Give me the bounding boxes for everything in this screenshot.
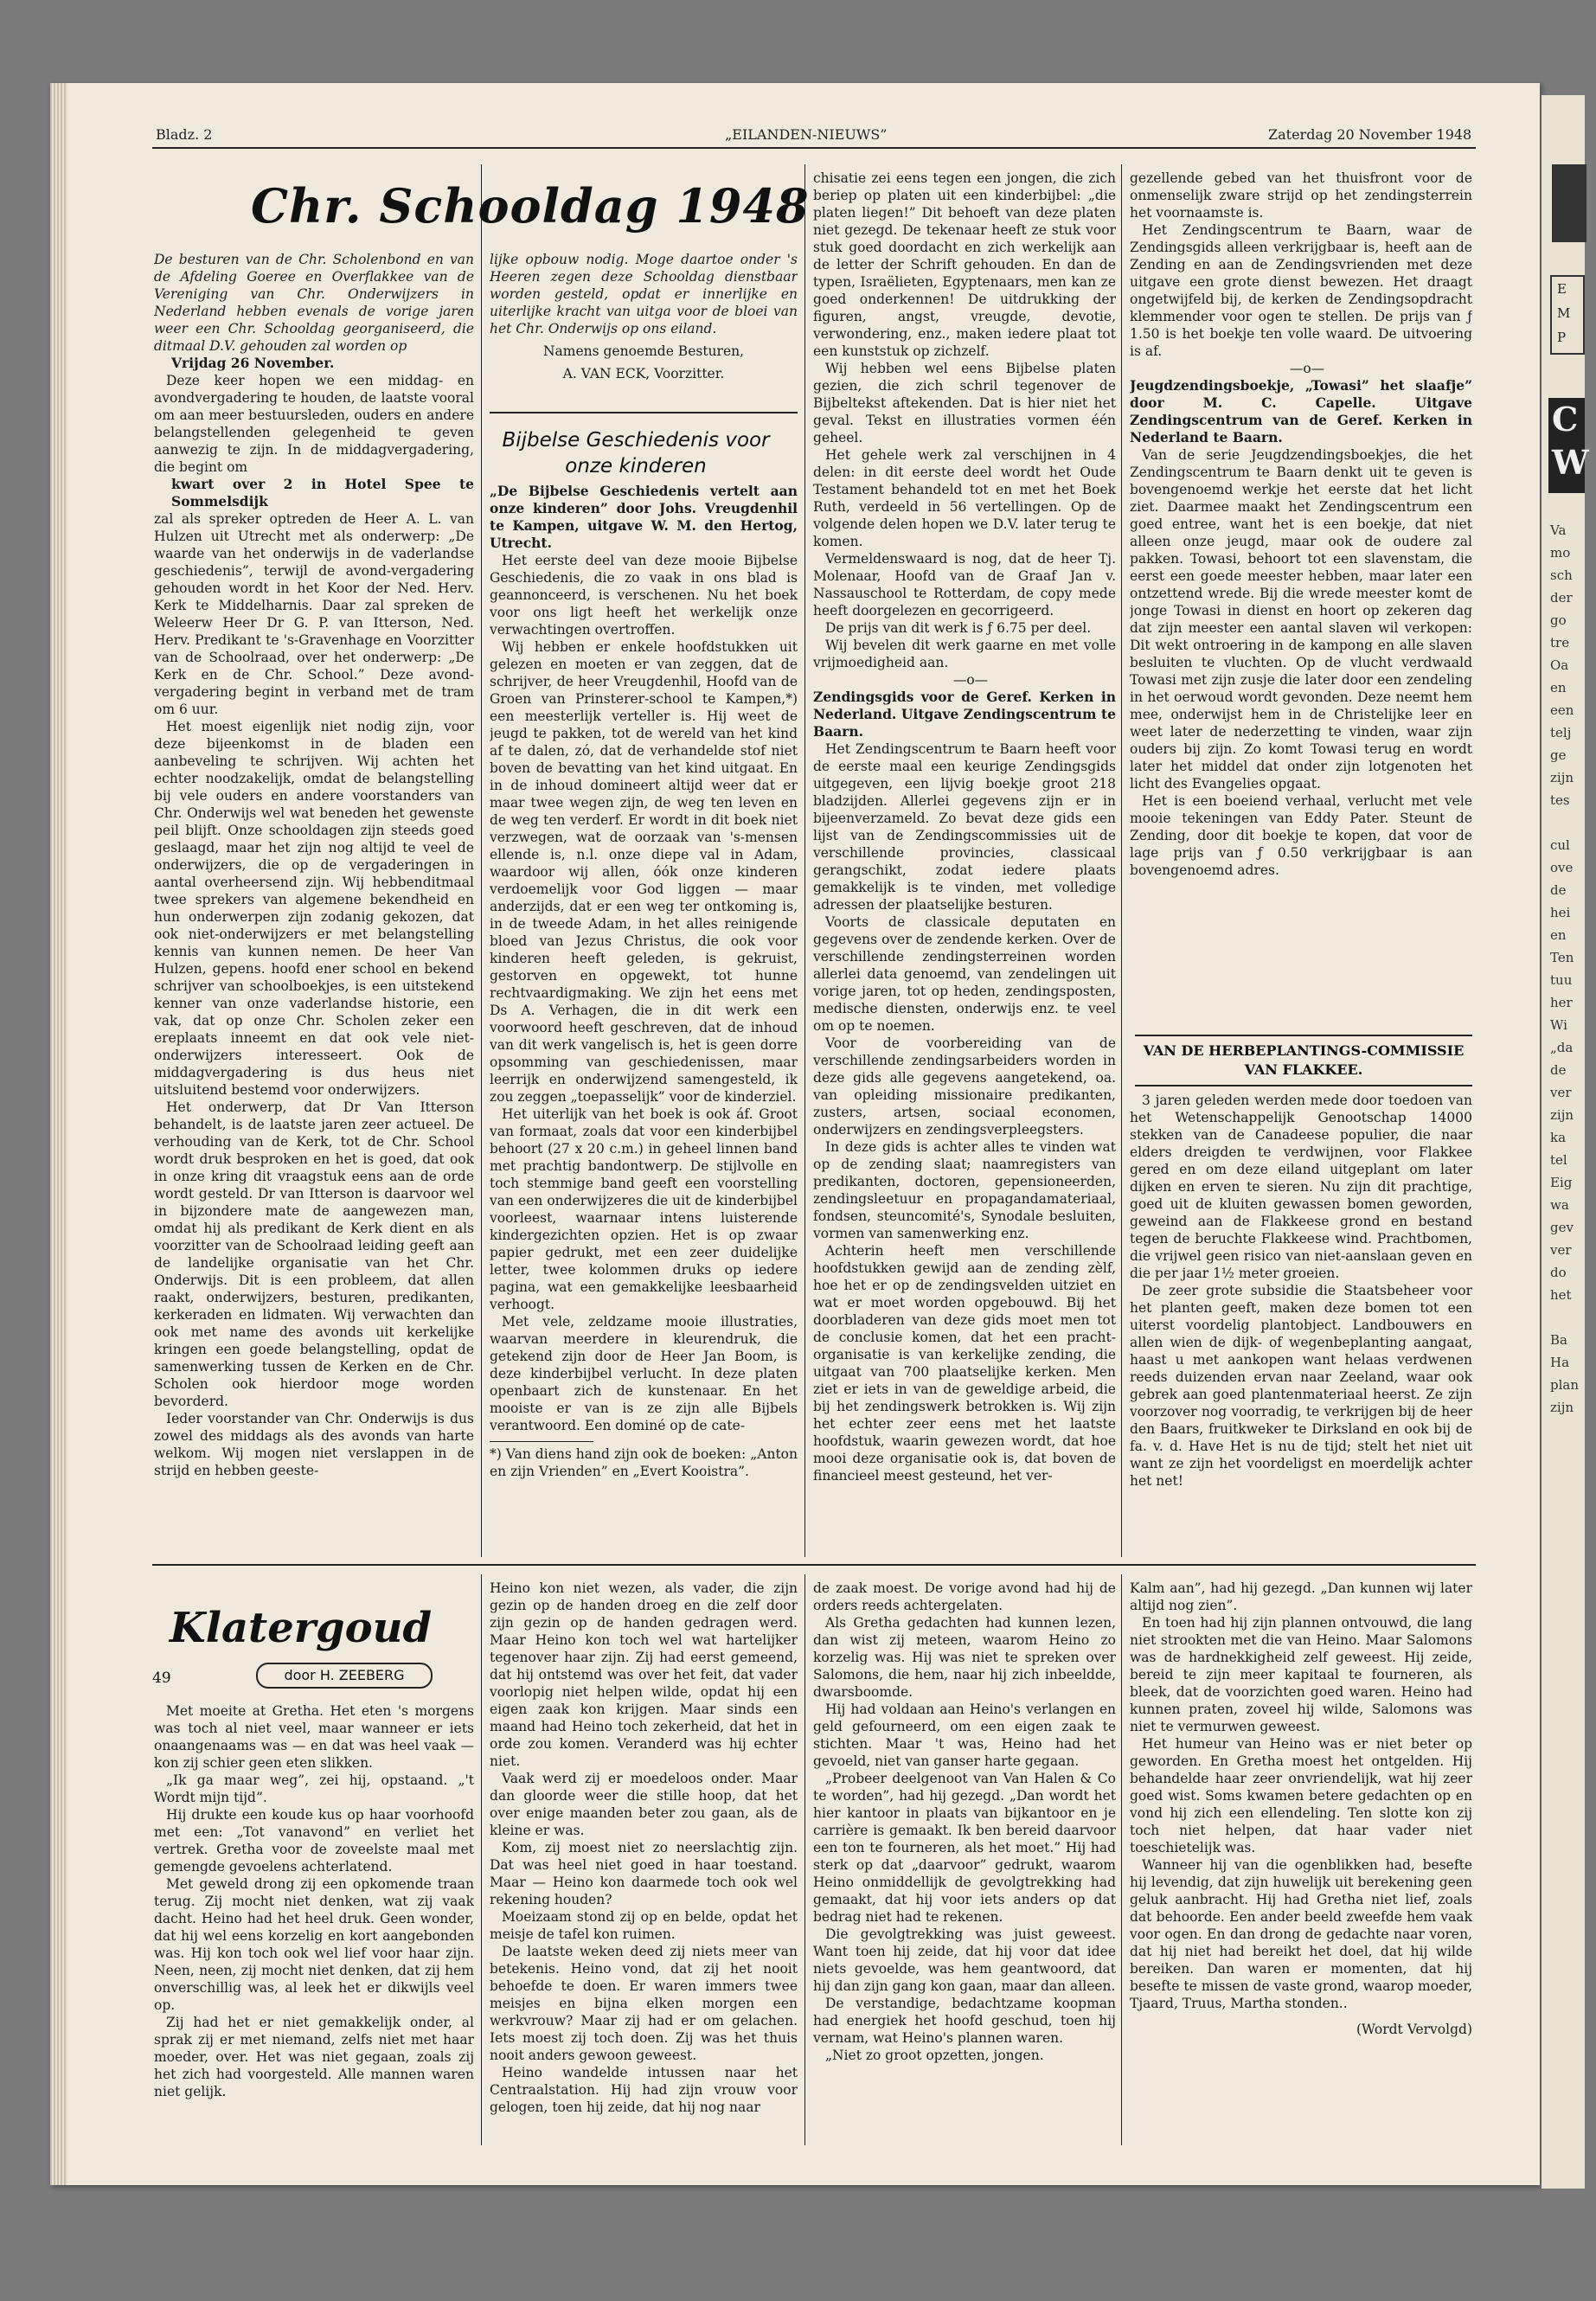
story-paragraph: „Probeer deelgenoot van Van Halen & Co te worden”, had hij gezegd. „Dan wordt het hier kantoor in plaats van bijkantoor en je carrière is gemaakt. Ik ben bereid daarvoor een ton te fourneren, als het moet.” Hij had sterk op dat „daarvoor” gedrukt, waarom Heino onmiddellijk de gevolgtrekking had gemaakt, dat hij voor iets anders op dat bedrag niet had te rekenen. bbox=[813, 1771, 1116, 1925]
bijbel-book-info: „De Bijbelse Geschiedenis vertelt aan onze kinderen” door Johs. Vreugdenhil te Kampen, uitgave W. M. den Hertog, Utrecht. bbox=[490, 483, 798, 551]
schooldag-title: Chr. Schooldag 1948 bbox=[251, 178, 810, 234]
column-3 bbox=[813, 170, 1116, 1557]
schooldag-paragraph: Ieder voorstander van Chr. Onderwijs is dus zowel des middags als des avonds van harte welkom. Wij mogen niet verslappen in de strijd en hebben geeste- bbox=[154, 1411, 474, 1478]
schooldag-date: Vrijdag 26 November. bbox=[171, 355, 335, 371]
schooldag-paragraph: De besturen van de Chr. Scholenbond en van de Afdeling Goeree en Overflakkee van de Vereniging van Chr. Onderwijzers in Nederland hebben evenals de vorige jaren weer een Chr. Schooldag georganiseerd, die ditmaal D.V. gehouden zal worden op bbox=[154, 252, 474, 354]
zendingsgids-paragraph: Voor de voorbereiding van de verschillende zendingsarbeiders worden in deze gids alle gegevens aangetekend, oa. van opleiding missionaire predikanten, zusters, artsen, sociaal economen, onderwijzers en zendingsverpleegsters. bbox=[813, 1035, 1116, 1138]
schooldag-closing: lijke opbouw nodig. Moge daartoe onder 's Heeren zegen deze Schooldag dienstbaar worden gesteld, opdat er innerlijke en uiterlijke kracht van uitga voor de bloei van het Chr. Onderwijs op ons eiland. bbox=[490, 252, 798, 336]
story-paragraph: „Ik ga maar weg”, zei hij, opstaand. „'t Wordt mijn tijd”. bbox=[154, 1772, 474, 1805]
separator: —o— bbox=[1289, 361, 1325, 376]
zendingsgids-continued: gezellende gebed van het thuisfront voor de onmenselijk zware strijd op het zendingsterrein het voornaamste is. bbox=[1130, 170, 1472, 221]
bijbel-paragraph: Wij hebben er enkele hoofdstukken uit gelezen en moeten er van zeggen, dat de schrijver, de heer Vreugdenhil, Hoofd van de Groen van Prinsterer-school te Kampen,*) een meesterlijk verteller is. Hij weet de jeugd te pakken, tot de wereld van het kind af te dalen, zó, dat de verhandelde stof niet boven de bevatting van het kind uitgaat. En in de inhoud domineert altijd weer dat er maar twee wegen zijn, de weg ten leven en de weg ten verderf. Er wordt in dit boek niet verzwegen, wat de oorzaak van 's-mensen ellende is, n.l. onze diepe val in Adam, waardoor wij allen, óók onze kinderen verdoemelijk voor God liggen — maar anderzijds, dat er een weg ter ontkoming is, in de tweede Adam, in het alles reinigende bloed van Jezus Christus, die ook voor kinderen heeft geleden, is gekruist, gestorven en opgewekt, tot hunne rechtvaardigmaking. We zijn het eens met Ds A. Verhagen, die in dit werk een voorwoord heeft geschreven, dat de inhoud van dit werk vangelisch is, het is geen dorre opsomming van geschiedenissen, maar leerrijk en onderwijzend samengesteld, ik zou zeggen „toepasselijk” voor de kinderziel. bbox=[490, 639, 798, 1105]
zendingsgids-paragraph: In deze gids is achter alles te vinden wat op de zending slaat; naamregisters van predikanten, doctoren, gepensioneerden, zendingsleetuur en propagandamateriaal, fondsen, steuncomité's, Synodale besluiten, vormen van samenwerking enz. bbox=[813, 1139, 1116, 1241]
adjacent-page-box: E M P bbox=[1550, 275, 1585, 355]
schooldag-signature-line: Namens genoemde Besturen, bbox=[542, 343, 745, 359]
column-divider bbox=[804, 164, 805, 1557]
story-paragraph: de zaak moest. De vorige avond had hij de orders reeds achtergelaten. bbox=[813, 1580, 1116, 1613]
story-paragraph: Die gevolgtrekking was juist geweest. Want toen hij zeide, dat hij voor dat idee niets gevoelde, was hem geantwoord, dat hij dan zijn gang kon gaan, maar dan alleen. bbox=[813, 1926, 1116, 1994]
story-paragraph: En toen had hij zijn plannen ontvouwd, die lang niet strookten met die van Heino. Maar Salomons was de hardnekkigheid zelf geweest. Hij zeide, bereid te zijn meer kapitaal te fourneren, als bleek, dat de voorzichten goed waren. Heino had kunnen praten, zoveel hij wilde, Salomons was niet te vermurwen geweest. bbox=[1130, 1615, 1472, 1734]
jeugd-heading: Jeugdzendingsboekje, „Towasi” het slaafje” door M. C. Capelle. Uitgave Zendingscentrum van de Geref. Kerken in Nederland te Baarn. bbox=[1130, 377, 1472, 445]
bijbel-title: Bijbelse Geschiedenis voor onze kinderen bbox=[502, 429, 770, 478]
to-be-continued: (Wordt Vervolgd) bbox=[1356, 2022, 1472, 2037]
herbe-title: VAN DE HERBEPLANTINGS-COMMISSIE VAN FLAKKEE. bbox=[1135, 1035, 1472, 1086]
bijbel-paragraph: Het gehele werk zal verschijnen in 4 delen: in dit eerste deel wordt het Oude Testament behandeld tot en met het Boek Ruth, verdeeld in 56 vertellingen. Op de volgende delen hopen we D.V. later terug te komen. bbox=[813, 447, 1116, 549]
herbe-paragraph: 3 jaren geleden werden mede door toedoen van het Wetenschappelijk Genootschap 14000 stekken van de Canadeese populier, die naar elders dreigden te verdwijnen, voor Flakkee gered en om deze eiland uitgeplant om later dijken en erven te sieren. Nu zijn dit prachtige, goed uit de kluiten gewassen bomen geworden, geweind aan de Flakkeese grond en bestand tegen de beruchte Flakkeese wind. Prachtbomen, die vrijwel geen risico van niet-aanslaan geven en die per jaar 1½ meter groeien. bbox=[1130, 1093, 1472, 1281]
schooldag-signature: A. VAN ECK, Voorzitter. bbox=[562, 366, 725, 381]
schooldag-paragraph: Het onderwerp, dat Dr Van Itterson behandelt, is de laatste jaren zeer actueel. De verhouding van de Kerk, tot de Chr. School wordt druk besproken en het is goed, dat ook in onze kring dit vraagstuk eens aan de orde wordt gesteld. Dr van Itterson is daarvoor wel in bijzondere mate de aangewezen man, omdat hij als predikant de Kerk dient en als voorzitter van de Schoolraad leiding geeft aan de landelijke organisatie van het Chr. Onderwijs. Dit is een probleem, dat allen raakt, onderwijzers, besturen, predikanten, kerkeraden en lidmaten. Wij verwachten dan ook met name des avonds uit kerkelijke kringen een goede belangstelling, opdat de samenwerking tussen de Kerken en de Chr. Scholen ook hierdoor moge worden bevorderd. bbox=[154, 1099, 474, 1409]
header-rule bbox=[152, 147, 1476, 149]
bijbel-paragraph: De prijs van dit werk is ƒ 6.75 per deel. bbox=[825, 620, 1092, 636]
issue-date: Zaterdag 20 November 1948 bbox=[1268, 126, 1472, 143]
footnote-rule bbox=[490, 1441, 593, 1442]
bijbel-paragraph: Het uiterlijk van het boek is ook áf. Groot van formaat, zoals dat voor een kinderbijbel behoort (27 x 20 c.m.) in geheel linnen band met prachtig bandontwerp. De stijlvolle en toch stemmige band geeft een voorstelling van een onderwijzeres die uit de kinderbijbel voorleest, waarnaar intens luisterende kindergezichten opzien. Het is op zwaar papier gedrukt, met een zeer duidelijke letter, twee kolommen druks op iedere pagina, wat een gemakkelijke leesbaarheid verhoogt. bbox=[490, 1106, 798, 1312]
column-4 bbox=[1130, 170, 1472, 1026]
section-rule bbox=[490, 412, 798, 413]
bijbel-paragraph: Wij hebben wel eens Bijbelse platen gezien, die zich schril tegenover de Bijbeltekst aftekenden. Dat is hier niet het geval. Tekst en illustraties vormen één geheel. bbox=[813, 361, 1116, 445]
story-paragraph: Kom, zij moest niet zo neerslachtig zijn. Dat was heel niet goed in haar toestand. Maar — Heino kon daarmede toch ook wel rekening houden? bbox=[490, 1840, 798, 1907]
story-paragraph: Zij had het er niet gemakkelijk onder, al sprak zij er met niemand, zelfs niet met haar moeder, over. Het was niet gegaan, zoals zij het zich had voorgesteld. Alle mannen waren niet gelijk. bbox=[154, 2015, 474, 2099]
zendingsgids-paragraph: Het Zendingscentrum te Baarn heeft voor de eerste maal een keurige Zendingsgids uitgegeven, een lijvig boekje groot 218 bladzijden. Allerlei gegevens zijn er in bijeenverzameld. Zo bevat deze gids een lijst van de Zendingscommissies uit de verschillende provincies, classicaal gerangschikt, zodat iedere plaats gemakkelijk is te vinden, met volledige adressen der plaatselijke besturen. bbox=[813, 741, 1116, 913]
herbe-paragraph: De zeer grote subsidie die Staatsbeheer voor het planten geeft, maken deze bomen tot een uiterst voordelig plantobject. Landbouwers en allen wien de dijk- of wegenbeplanting aangaat, haast u met aankopen want helaas verdwenen reeds duizenden ervan naar Zeeland, waar ook gebrek aan goed plantenmateriaal heerst. Ze zijn voorzover nog voorradig, te verkrijgen bij de heer den Baars, fruitkweker te Dirksland en ook bij de fa. v. d. Have Het is nu de tijd; stelt het niet uit want ze zijn het voordeligst en moerdelijk achter het net! bbox=[1130, 1283, 1472, 1489]
schooldag-paragraph: Het moest eigenlijk niet nodig zijn, voor deze bijeenkomst in de bladen een aanbeveling te schrijven. Wij achten het echter noodzakelijk, omdat de belangstelling bij vele ouders en andere voorstanders van Chr. Onderwijs wel wat beneden het gewenste peil blijft. Onze schooldagen zijn steeds goed geslaagd, maar het zijn nog altijd te veel de onderwijzers, die op de vergaderingen in aantal overheersend zijn. Wij hebbenditmaal twee sprekers van algemene bekendheid en hun onderwerpen zijn zodanig gekozen, dat ook niet-onderwijzers er met belangstelling kennis van kunnen nemen. De heer Van Hulzen, gepens. hoofd ener school en bekend schrijver van schoolboekjes, is een uitstekend kenner van onze vaderlandse historie, een vak, dat op onze Chr. Scholen zeker een ereplaats inneemt en dat ook vele niet-onderwijzers interesseert. Ook de middagvergadering is dus heus niet uitsluitend bestemd voor onderwijzers. bbox=[154, 719, 474, 1098]
separator: —o— bbox=[952, 672, 989, 688]
story-paragraph: De laatste weken deed zij niets meer van betekenis. Heino vond, dat zij het nooit behoefde te doen. Er waren immers twee meisjes en bijna elken morgen een werkvrouw? Maar zij had er om gelachen. Iets moest zij toch doen. Zij was het thuis nooit anders gewoon geweest. bbox=[490, 1944, 798, 2063]
section-rule bbox=[152, 1564, 1476, 1566]
author-label: door H. ZEEBERG bbox=[256, 1663, 433, 1689]
jeugd-paragraph: Het is een boeiend verhaal, verlucht met vele mooie tekeningen van Eddy Pater. Steunt de Zending, door dit boekje te kopen, dat voor de lage prijs van ƒ 0.50 verkrijgbaar is aan bovengenoemd adres. bbox=[1130, 793, 1472, 878]
story-paragraph: Moeizaam stond zij op en belde, opdat het meisje de tafel kon ruimen. bbox=[490, 1909, 798, 1942]
schooldag-paragraph: zal als spreker optreden de Heer A. L. van Hulzen uit Utrecht met als onderwerp: „De waarde van het onderwijs in de vaderlandse geschiedenis”, terwijl de avond-vergadering gehouden wordt in het Koor der Ned. Herv. Kerk te Middelharnis. Daar zal spreken de Weleerw Heer Dr G. P. van Itterson, Ned. Herv. Predikant te 's-Gravenhage en Voorzitter van de Schoolraad, over het onderwerp: „De Kerk en de Chr. School.” Deze avond-vergadering begint in verband met de tram om 6 uur. bbox=[154, 511, 474, 717]
column-divider bbox=[1121, 1574, 1122, 2145]
story-paragraph: Met geweld drong zij een opkomende traan terug. Zij mocht niet denken, wat zij vaak dacht. Heino had het heel druk. Geen wonder, dat hij wel eens korzelig en kort aangebonden was. Hij kon toch ook wel lief voor haar zijn. Neen, neen, zij mocht niet denken, dat zij hem onverschillig was, al leek het er dikwijls veel op. bbox=[154, 1876, 474, 2013]
adjacent-page-heading: C W bbox=[1548, 398, 1585, 493]
bijbel-paragraph: Vermeldenswaard is nog, dat de heer Tj. Molenaar, Hoofd van de Graaf Jan v. Nassauschool te Rotterdam, de copy mede heeft doorgelezen en gecorrigeerd. bbox=[813, 551, 1116, 619]
jeugd-paragraph: Van de serie Jeugdzendingsboekjes, die het Zendingscentrum te Baarn denkt uit te geven is bovengenoemd werkje het eerste dat het licht ziet. Daarmee maakt het Zendingscentrum een goed entree, want het is een boekje, dat niet alleen onze jeugd, maar ook de oudere zal pakken. Towasi, behoort tot een slavenstam, die eerst een goede meester hebben, maar later een ontzettend wrede. Bij die wrede meester komt de jonge Towasi in dienst en hoort op zekeren dag dat zijn meester een aantal slaven wil verkopen: Dit wekt ontroering in de kampong en alle slaven besluiten te vluchten. Op de vlucht verdwaald Towasi met zijn zusje die later door een zendeling in het oerwoud wordt gevonden. Deze neemt hem mee, onderwijst hem in de Christelijke leer en weet later de nederzetting te vinden, waar zijn ouders bij zijn. Zo komt Towasi terug en wordt later het middel dat onder zijn lotgenoten het licht des Evangelies opgaat. bbox=[1130, 447, 1472, 792]
adjacent-page-photo bbox=[1552, 164, 1586, 242]
column-divider bbox=[804, 1574, 805, 2145]
story-paragraph: Met moeite at Gretha. Het eten 's morgens was toch al niet veel, maar wanneer er iets onaangenaams was — en dat was heel vaak — kon zij schier geen eten slikken. bbox=[154, 1703, 474, 1771]
story-paragraph: Heino kon niet wezen, als vader, die zijn gezin op de handen droeg en die zelf door zijn gezin op de handen gedragen werd. Maar Heino kon toch wel wat hartelijker tegenover haar zijn. Zij had eerst gemeend, dat hij ontstemd was over het feit, dat vader voorlopig niet helpen wilde, opdat hij een eigen zaak kon krijgen. Maar sinds een maand had Heino toch zekerheid, dat het in orde zou komen. Veranderd was hij echter niet. bbox=[490, 1580, 798, 1769]
klatergoud-column-2 bbox=[490, 1580, 798, 2145]
story-paragraph: Kalm aan”, had hij gezegd. „Dan kunnen wij later altijd nog zien”. bbox=[1130, 1580, 1472, 1613]
klatergoud-column-3 bbox=[813, 1580, 1116, 2145]
story-paragraph: Hij drukte een koude kus op haar voorhoofd met een: „Tot vanavond” en verliet het vertrek. Gretha voor de zoveelste maal met gemengde gevoelens achterlatend. bbox=[154, 1807, 474, 1875]
column-divider bbox=[1121, 164, 1122, 1557]
bijbel-paragraph: Wij bevelen dit werk gaarne en met volle vrijmoedigheid aan. bbox=[813, 638, 1116, 670]
klatergoud-title: Klatergoud bbox=[170, 1604, 433, 1652]
klatergoud-column-4 bbox=[1130, 1580, 1472, 2145]
bijbel-footnote: *) Van diens hand zijn ook de boeken: „Anton en zijn Vrienden” en „Evert Kooistra”. bbox=[490, 1446, 798, 1479]
klatergoud-column-1 bbox=[154, 1702, 474, 2145]
adjacent-page-text: Va mo sch der go tre Oa en een telj ge zijn tes cul ove de hei en Ten tuu her Wi „da de ver zijn ka tel Eig wa gev ver do het Ba Ha plan zijn bbox=[1550, 522, 1580, 1415]
story-paragraph: Heino wandelde intussen naar het Centraalstation. Hij had zijn vrouw voor gelogen, toen hij zeide, dat hij nog naar bbox=[490, 2065, 798, 2115]
page-number: Bladz. 2 bbox=[156, 126, 213, 143]
bijbel-continued: chisatie zei eens tegen een jongen, die zich beriep op platen uit een kinderbijbel: „die platen liegen!” Dit behoeft van deze platen niet gezegd. De tekenaar heeft ze stuk voor stuk goed doordacht en zich werkelijk aan de letter der Schrift gehouden. En dan de typen, Israëlieten, Egyptenaars, men kan ze goed onderkennen! De uitdrukking der figuren, angst, vreugde, devotie, verwondering, enz., maken iedere plaat tot een kunststuk op zichzelf. bbox=[813, 170, 1116, 359]
schooldag-location: kwart over 2 in Hotel Spee te Sommelsdijk bbox=[171, 476, 474, 510]
story-paragraph: Wanneer hij van die ogenblikken had, besefte hij levendig, dat zijn huwelijk uit berekening geen geluk aanbracht. Hij had Gretha niet lief, zoals dat behoorde. Een ander beeld zweefde hem vaak voor ogen. En dan drong de gedachte naar voren, dat hij niet had bereikt het doel, dat hij wilde bereiken. Dan waren er momenten, dat hij besefte te missen de vaste grond, waarop moeder, Tjaard, Truus, Martha stonden.. bbox=[1130, 1857, 1472, 2011]
schooldag-paragraph: Deze keer hopen we een middag- en avondvergadering te houden, de laatste vooral om aan meer bestuursleden, ouders en andere belangstellenden gelegenheid te geven aanwezig te zijn. In de middagvergadering, die begint om bbox=[154, 373, 474, 475]
bijbel-paragraph: Het eerste deel van deze mooie Bijbelse Geschiedenis, die zo vaak in ons blad is geannonceerd, is verschenen. Nu het boek voor ons ligt heeft het werkelijk onze verwachtingen overtroffen. bbox=[490, 553, 798, 638]
schooldag-column-2 bbox=[490, 251, 798, 415]
bijbel-column bbox=[490, 483, 798, 1557]
story-paragraph: „Niet zo groot opzetten, jongen. bbox=[825, 2048, 1044, 2063]
schooldag-column-1 bbox=[154, 251, 474, 1557]
zendingsgids-paragraph: Het Zendingscentrum te Baarn, waar de Zendingsgids alleen verkrijgbaar is, heeft aan de Zending en aan de Zendingsvrienden met deze uitgave een grote dienst bewezen. Het draagt ongetwijfeld bij, de kerken de Zendingsopdracht klemmender voor ogen te stellen. De prijs van ƒ 1.50 is het boekje ten volle waard. De uitvoering is af. bbox=[1130, 222, 1472, 359]
newspaper-name: „EILANDEN-NIEUWS” bbox=[725, 126, 888, 143]
column-divider bbox=[481, 1574, 482, 2145]
story-paragraph: Het humeur van Heino was er niet beter op geworden. En Gretha moest het ontgelden. Hij behandelde haar zeer onvriendelijk, wat hij zeer goed wist. Soms kwamen betere gedachten op en vond hij zich een ellendeling. Ten slotte kon zij toch niet helpen, dat haar vader niet toeschietelijk was. bbox=[1130, 1736, 1472, 1856]
bijbel-paragraph: Met vele, zeldzame mooie illustraties, waarvan meerdere in kleurendruk, die getekend zijn door de Heer Jan Boom, is deze kinderbijbel verlucht. In deze platen openbaart zich de kunstenaar. En het mooiste er van is ze zijn alle Bijbels verantwoord. Een dominé op de cate- bbox=[490, 1314, 798, 1433]
episode-number: 49 bbox=[152, 1670, 171, 1687]
zendingsgids-paragraph: Achterin heeft men verschillende hoofdstukken gewijd aan de zending zèlf, hoe het er op de zendingsvelden uitziet en wat er moet worden opgebouwd. Bij het doorbladeren van deze gids moet men tot de conclusie komen, dat het een pracht-organisatie is van kerkelijke zending, die uitgaat van 700 plaatselijke kerken. Men ziet er iets in van de geweldige arbeid, die bij het zendingswerk betrokken is. Wij zijn het echter zeer eens met het laatste hoofdstuk, waarin gewezen wordt, dat hoe mooi deze organisatie ook is, dat boven de financieel meest gesteund, het ver- bbox=[813, 1243, 1116, 1484]
story-paragraph: De verstandige, bedachtzame koopman had energiek het hoofd geschud, toen hij vernam, wat Heino's plannen waren. bbox=[813, 1996, 1116, 2046]
herbe-column bbox=[1130, 1092, 1472, 1557]
column-divider bbox=[481, 164, 482, 1557]
story-paragraph: Hij had voldaan aan Heino's verlangen en geld gefourneerd, om een eigen zaak te stichten. Maar 't was, Heino had het gevoeld, niet van ganser harte gegaan. bbox=[813, 1702, 1116, 1769]
story-paragraph: Vaak werd zij er moedeloos onder. Maar dan gloorde weer die stille hoop, dat het over enige maanden beter zou gaan, als de kleine er was. bbox=[490, 1771, 798, 1838]
zendingsgids-paragraph: Voorts de classicale deputaten en gegevens over de zendende kerken. Over de verschillende zendingsterreinen worden allerlei data genoemd, van zendelingen uit vorige jaren, tot op heden, zendingsposten, medische diensten, onderwijs enz. te veel om op te noemen. bbox=[813, 914, 1116, 1034]
story-paragraph: Als Gretha gedachten had kunnen lezen, dan wist zij meteen, waarom Heino zo korzelig was. Hij was niet te spreken over Salomons, die hem, naar hij zich inbeeldde, dwarsboomde. bbox=[813, 1615, 1116, 1700]
page-binding-edge bbox=[50, 83, 67, 2185]
zendingsgids-heading: Zendingsgids voor de Geref. Kerken in Nederland. Uitgave Zendingscentrum te Baarn. bbox=[813, 689, 1116, 740]
